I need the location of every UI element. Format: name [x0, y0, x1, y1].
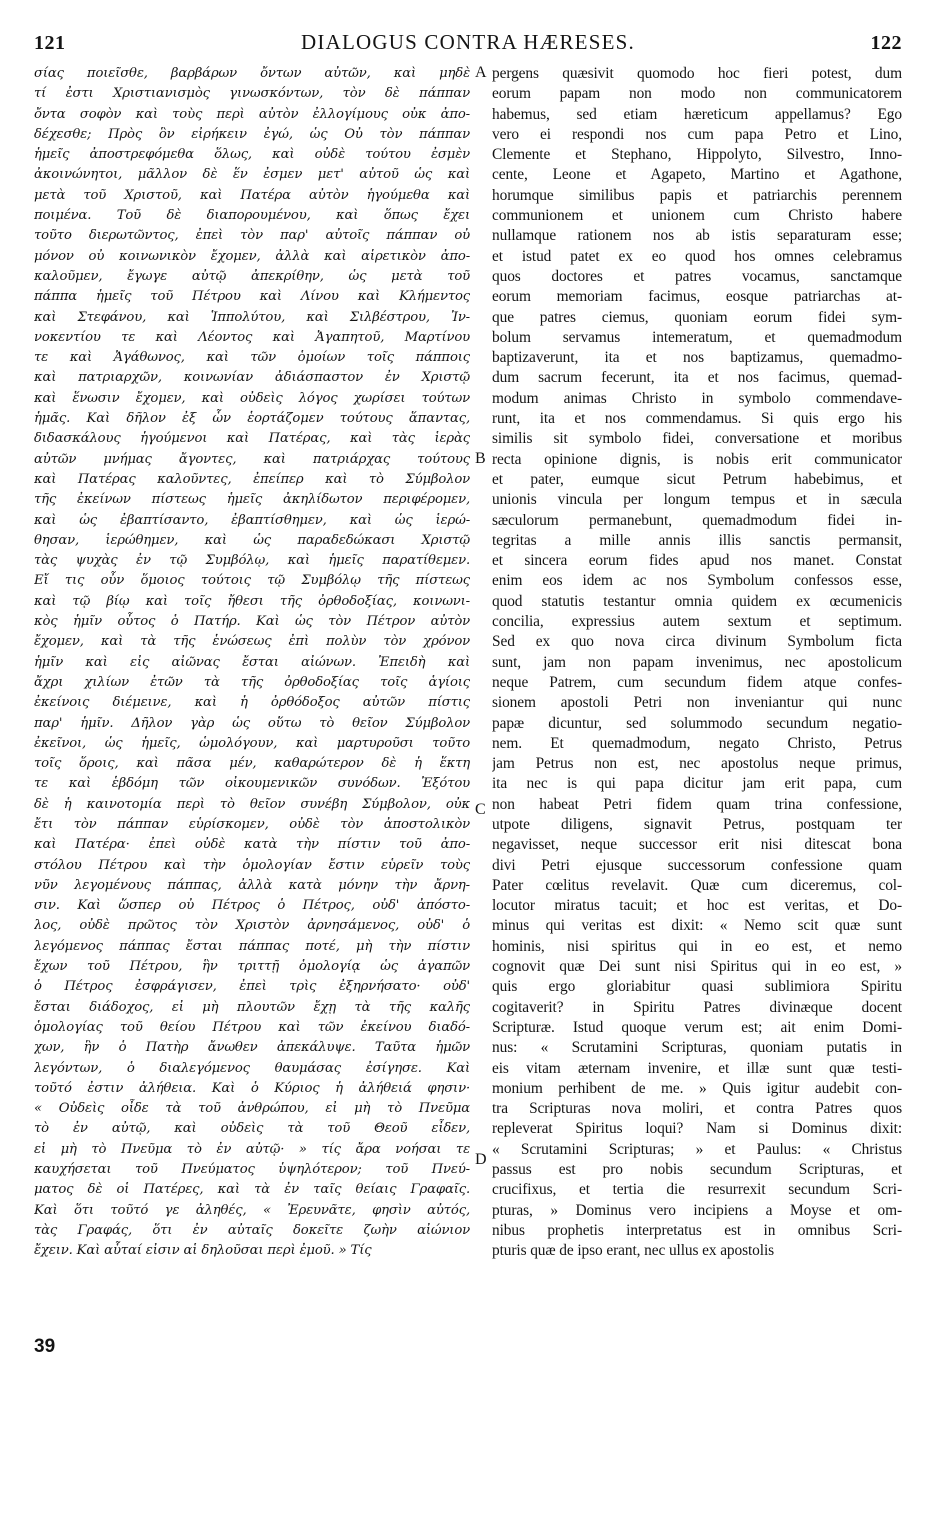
- greek-text-line: ἐκεῖνοι, ὡς ἡμεῖς, ὡμολόγουν, καὶ μαρτυροῦσι τοῦτο: [34, 735, 470, 751]
- greek-text-line: τί ἐστι Χριστιανισμὸς γινωσκόντων, τὸν δὲ πάππαν: [34, 86, 470, 102]
- latin-text-line: cogitaverit? in Spiritu Patres divinæque docent: [492, 998, 902, 1016]
- greek-text-line: καὶ ὡς ἐβαπτίσαντο, ἐβαπτίσθημεν, καὶ ὡς ἱερώ-: [34, 512, 470, 528]
- margin-letter-d: D: [475, 1151, 487, 1168]
- running-title: DIALOGUS CONTRA HÆRESES.: [301, 30, 635, 54]
- greek-text-line: καυχήσεται τοῦ Πνεύματος ὑψηλότερον; τοῦ Πνεύ-: [34, 1162, 470, 1178]
- latin-text-line: nullamque rationem nos ab istis separaturam esse;: [492, 227, 902, 245]
- greek-text-line: καὶ τῷ βίῳ καὶ τοῖς ἤθεσι τῆς ὀρθοδοξίας, κοινωνι-: [34, 593, 470, 609]
- margin-letter-b: B: [475, 450, 486, 467]
- latin-text-line: utpote diligens, signavit Petrus, postquam ter: [492, 815, 902, 833]
- latin-text-line: minus qui veritas est dixit: « Nemo scit quæ sunt: [492, 917, 902, 935]
- latin-text-line: pturas, » Dominus vero incipiens a Moyse et om-: [492, 1201, 902, 1219]
- latin-column: [492, 64, 902, 1262]
- latin-text-line: crucifixus, et tertia die resurrexit secundum Scri-: [492, 1181, 902, 1199]
- latin-text-line: recta opinione dignis, is nobis erit communicator: [492, 450, 902, 468]
- greek-text-line: τοῦτο διερωτῶντος, ἐπεὶ τὸν παρ' αὐτοῖς πάππαν οὐ: [34, 228, 470, 244]
- greek-text-line: δὲ ἡ καινοτομία περὶ τὸ θεῖον συνέβη Σύμβολον, οὐκ: [34, 796, 470, 812]
- greek-text-line: ὁ Πέτρος ἐσφράγισεν, ἐπεὶ τρὶς ἐξηρνήσατο· οὐδ': [34, 979, 470, 995]
- latin-text-line: dum sacrum fecerunt, ita et nos facimus, quemad-: [492, 369, 902, 387]
- greek-text-line: Εἴ τις οὖν ὅμοιος τούτοις τῷ Συμβόλῳ τῆς πίστεως: [34, 573, 470, 589]
- latin-text-line: et pater, eumque sicut Petrum habebimus, et: [492, 470, 902, 488]
- greek-text-line: λος, οὐδὲ πρῶτος τὸν Χριστὸν ἀρνησάμενος, οὐδ' ὁ: [34, 918, 470, 934]
- latin-text-line: communionem et unionem cum Christo habere: [492, 207, 902, 225]
- running-header: [34, 30, 902, 60]
- latin-text-line: non habeat Petri fidem quam trina confessione,: [492, 795, 902, 813]
- latin-text-line: sionem apostoli Petri non inveniantur qui nunc: [492, 694, 902, 712]
- greek-text-line: ἔσται διάδοχος, εἰ μὴ πλουτῶν ἔχῃ τὰ τῆς καλῆς: [34, 999, 470, 1015]
- latin-text-line: Sed ex quo nova circa divinum Symbolum ficta: [492, 633, 902, 651]
- latin-text-line: sunt, jam non papam invenimus, nec apostolicum: [492, 653, 902, 671]
- greek-text-line: ποιμένα. Τοῦ δὲ διαπορουμένου, καὶ ὅπως ἔχει: [34, 208, 470, 224]
- latin-text-line: Pater cœlitus revelavit. Quæ cum diceremus, col-: [492, 876, 902, 894]
- greek-text-line: τοῖς ὅροις, καὶ πᾶσα μέν, καθαρώτερον δὲ ἡ ἕκτη: [34, 756, 470, 772]
- greek-text-line: καὶ Στεφάνου, καὶ Ἱππολύτου, καὶ Σιλβέστρου, Ἰν-: [34, 309, 470, 325]
- greek-text-line: μόνον οὐ κοινωνικὸν ἔχομεν, ἀλλὰ καὶ αἱρετικὸν ἀπο-: [34, 248, 470, 264]
- greek-text-line: ἡμεῖς ἀποστρεφόμεθα ὅλως, καὶ οὐδὲ τούτου ἐσμὲν: [34, 147, 470, 163]
- greek-text-line: τε καὶ ἑβδόμη τῶν οἰκουμενικῶν συνόδων. Ἐξότου: [34, 776, 470, 792]
- greek-text-line: νοκεντίου τε καὶ Λέοντος καὶ Ἀγαπητοῦ, Μαρτίνου: [34, 329, 470, 345]
- page-number-right: 122: [870, 32, 902, 54]
- latin-text-line: jam Petrus non est, nec apostolus neque primus,: [492, 755, 902, 773]
- greek-text-line: ματος δὲ οἱ Πατέρες, καὶ τὰ ἐν ταῖς θείαις Γραφαῖς.: [34, 1182, 470, 1198]
- greek-text-line: ἔχομεν, καὶ τὰ τῆς ἑνώσεως ἐπὶ πολὺν τὸν χρόνον: [34, 634, 470, 650]
- greek-text-line: καὶ Πατέρας καλοῦντες, ἐπείπερ καὶ τὸ Σύμβολον: [34, 471, 470, 487]
- latin-text-line: papæ dicuntur, sed solummodo secundum negatio-: [492, 714, 902, 732]
- greek-text-line: τοῦτό ἐστιν ἀλήθεια. Καὶ ὁ Κύριος ἡ ἀλήθειά φησιν·: [34, 1080, 470, 1096]
- greek-text-line: τὰς Γραφάς, ὅτι ἐν αὐταῖς δοκεῖτε ζωὴν αἰώνιον: [34, 1222, 470, 1238]
- latin-text-line: neque Patrem, cum secundum fidem atque confes-: [492, 673, 902, 691]
- greek-text-line: αὐτῶν μνήμας ἄγοντες, καὶ πατριάρχας τούτους: [34, 451, 470, 467]
- greek-text-line: ὄντα σοφὸν καὶ τοὺς περὶ αὐτὸν ἐλλογίμους οὐκ ἀπο-: [34, 106, 470, 122]
- latin-text-line: nem. Et quemadmodum, negato Christo, Petrus: [492, 734, 902, 752]
- latin-text-line: baptizaverunt, ita et nos baptizamus, quemadmo-: [492, 349, 902, 367]
- greek-text-line: δέχεσθε; Πρὸς ὃν εἰρήκειν ἐγώ, ὡς Οὐ τὸν πάππαν: [34, 126, 470, 142]
- greek-text-line: ἔχων τοῦ Πέτρου, ἣν τριττῇ ὁμολογίᾳ ὡς ἀγαπῶν: [34, 959, 470, 975]
- latin-text-line: sæculorum permanebunt, quemadmodum fidei in-: [492, 511, 902, 529]
- greek-text-line: καὶ ἕνωσιν ἔχομεν, καὶ οὐδεὶς λόγος χωρίσει τούτων: [34, 390, 470, 406]
- latin-text-line: eis vitam æternam invenire, et illæ sunt quæ testi-: [492, 1059, 902, 1077]
- two-column-body: [34, 64, 902, 1262]
- latin-text-line: eorum papam non modo non communicatorem: [492, 85, 902, 103]
- latin-text-line: hominis, nisi spiritus qui in eo est, et nemo: [492, 937, 902, 955]
- greek-text-line: τὰς ψυχὰς ἐν τῷ Συμβόλῳ, καὶ ἡμεῖς παρατίθεμεν.: [34, 553, 470, 569]
- latin-text-line: modum animas Christo in symbolo commendave-: [492, 389, 902, 407]
- greek-text-line: καὶ πατριαρχῶν, κοινωνίαν ἀδιάσπαστον ἐν Χριστῷ: [34, 370, 470, 386]
- greek-text-line: χων, ἣν ὁ Πατὴρ ἄνωθεν ἀπεκάλυψε. Ταῦτα ἡμῶν: [34, 1040, 470, 1056]
- latin-text-line: Scripturæ. Istud quoque verum est; ait enim Domi-: [492, 1018, 902, 1036]
- greek-text-line: « Οὐδεὶς οἶδε τὰ τοῦ ἀνθρώπου, εἰ μὴ τὸ Πνεῦμα: [34, 1101, 470, 1117]
- greek-text-line: ἀκοινώνητοι, μᾶλλον δὲ ἕν ἐσμεν μετ' αὐτοῦ ὡς καὶ: [34, 167, 470, 183]
- signature-mark: 39: [34, 1336, 56, 1357]
- latin-text-line: nibus prophetis interpretatus est in omnibus Scri-: [492, 1221, 902, 1239]
- latin-text-line: ita nec is qui papa dicitur jam erit papa, cum: [492, 775, 902, 793]
- greek-text-line: στόλου Πέτρου καὶ τὴν ὁμολογίαν ἔστιν εὑρεῖν τοὺς: [34, 857, 470, 873]
- greek-text-line: καλοῦμεν, ἔγωγε αὐτῷ ἀπεκρίθην, ὡς μετὰ τοῦ: [34, 268, 470, 284]
- latin-text-line: enim eos idem ac nos Symbolum confessos esse,: [492, 572, 902, 590]
- margin-letter-c: C: [475, 801, 486, 818]
- greek-text-line: ἐκείνοις διέμεινε, καὶ ἡ ὀρθόδοξος αὐτῶν πίστις: [34, 695, 470, 711]
- latin-text-line: « Scrutamini Scripturas; » et Paulus: « Christus: [492, 1140, 902, 1158]
- latin-text-line: habemus, sed etiam hæreticum appellamus? Ego: [492, 105, 902, 123]
- greek-text-line: τὸ ἐν αὐτῷ, καὶ οὐδεὶς τὰ τοῦ Θεοῦ εἶδεν,: [34, 1121, 470, 1137]
- greek-column: [34, 64, 470, 1262]
- latin-text-line: negavisset, neque successor erit nisi ditescat bona: [492, 836, 902, 854]
- latin-text-line: runt, ita et nos commendamus. Si quis ergo his: [492, 410, 902, 428]
- greek-text-line: λεγόμενος πάππας ἔσται πάππας ποτέ, μὴ τὴν πίστιν: [34, 938, 470, 954]
- greek-text-line: σίας ποιεῖσθε, βαρβάρων ὄντων αὐτῶν, καὶ μηδὲ: [34, 66, 470, 81]
- latin-text-line: pturis quæ de ipso erant, nec ullus ex apostolis: [492, 1242, 775, 1260]
- greek-text-line: ἄχρι χιλίων ἐτῶν τὰ τῆς ὀρθοδοξίας τοῖς ἁγίοις: [34, 674, 470, 690]
- page-number-left: 121: [34, 32, 66, 54]
- greek-text-line: μετὰ τοῦ Χριστοῦ, καὶ Πατέρα αὐτὸν ἡγούμεθα καὶ: [34, 187, 470, 203]
- latin-text-line: cognovit quæ Dei sunt nisi Spiritus qui in eo est, »: [492, 958, 902, 976]
- greek-text-line: νῦν λεγομένους πάππας, ἀλλὰ κατὰ μόνην τὴν ἄρνη-: [34, 877, 470, 893]
- latin-text-line: locutor miratus tacuit; et hoc est veritas, et Do-: [492, 897, 902, 915]
- greek-text-line: ὁμολογίας τοῦ θείου Πέτρου καὶ τῶν ἐκείνου διαδό-: [34, 1019, 470, 1035]
- latin-text-line: quod statutis testantur omnia quidem ex œcumenicis: [492, 592, 902, 610]
- latin-text-line: pergens quæsivit quomodo hoc fieri potest, dum: [492, 65, 902, 82]
- latin-text-line: et istud patet ex eo quod hos omnes celebramus: [492, 247, 902, 265]
- latin-text-line: tra Scripturas nova moliri, et contra Patres quos: [492, 1100, 902, 1118]
- latin-text-line: passus est pro nobis secundum Scripturas, et: [492, 1161, 902, 1179]
- greek-text-line: τῆς ἐκείνων πίστεως ἡμεῖς ἀκηλίδωτον περιφέρομεν,: [34, 492, 470, 508]
- greek-text-line: λεγόντων, ὁ διαλεγόμενος θαυμάσας ἐσίγησε. Καὶ: [34, 1060, 470, 1076]
- greek-text-line: Καὶ ὅτι τοῦτό γε ἀληθές, « Ἐρευνᾶτε, φησὶν αὐτός,: [34, 1202, 470, 1218]
- greek-text-line: πάππα ἡμεῖς τοῦ Πέτρου καὶ Λίνου καὶ Κλήμεντος: [34, 289, 470, 305]
- latin-text-line: concilia, expressius autem sextum et septimum.: [492, 613, 902, 631]
- greek-text-line: ἔτι τὸν πάππαν εὑρίσκομεν, οὐδὲ τὸν ἀποστολικὸν: [34, 816, 470, 832]
- latin-text-line: et sincera eorum fides apud nos manet. Constat: [492, 552, 902, 570]
- greek-text-line: ἡμᾶς. Καὶ δῆλον ἐξ ὧν ἑορτάζομεν τούτους ἅπαντας,: [34, 411, 470, 427]
- latin-text-line: cente, Leone et Agapeto, Martino et Agathone,: [492, 166, 902, 184]
- greek-text-line: παρ' ἡμῖν. Δῆλον γὰρ ὡς οὕτω τὸ θεῖον Σύμβολον: [34, 715, 470, 731]
- greek-text-line: τε καὶ Ἀγάθωνος, καὶ τῶν ὁμοίων τοῖς πάπποις: [34, 350, 470, 366]
- greek-text-line: θησαν, ἱερώθημεν, καὶ ὡς παραδεδώκασι Χριστῷ: [34, 532, 470, 548]
- latin-text-line: similis sit symbolo fidei, conversatione et moribus: [492, 430, 902, 448]
- latin-text-line: divi Petri ejusque successorum confessione quam: [492, 856, 902, 874]
- greek-text-line: σιν. Καὶ ὥσπερ οὐ Πέτρος ὁ Πέτρος, οὐδ' ἀπόστο-: [34, 898, 470, 914]
- latin-text-line: repleverat Spiritus loqui? Nam si Dominus dixit:: [492, 1120, 902, 1138]
- latin-text-line: quos doctores et patres vocamus, sanctamque: [492, 267, 902, 285]
- greek-text-line: διδασκάλους ἡγούμενοι καὶ Πατέρας, καὶ τὰς ἱερὰς: [34, 431, 470, 447]
- greek-text-line: ἡμῖν καὶ εἰς αἰῶνας ἔσται αἰώνων. Ἐπειδὴ καὶ: [34, 654, 470, 670]
- latin-text-line: unionis vincula per longum tempus et in sæcula: [492, 491, 902, 509]
- greek-text-line: ἔχειν. Καὶ αὗταί εἰσιν αἱ δηλοῦσαι περὶ ἐμοῦ. » Τίς: [34, 1243, 372, 1259]
- latin-text-line: Clemente et Stephano, Hippolyto, Silvestro, Inno-: [492, 146, 902, 164]
- greek-text-line: κὸς ἡμῖν οὗτος ὁ Πατήρ. Καὶ ὡς τὸν Πέτρον αὐτὸν: [34, 614, 470, 630]
- latin-text-line: tegritas a mille annis illis sanctis permansit,: [492, 531, 902, 549]
- latin-text-line: horumque similibus papis et patriarchis perennem: [492, 186, 902, 204]
- latin-text-line: quis ergo gloriabitur quasi sublimiora Spiritu: [492, 978, 902, 996]
- latin-text-line: que patres ciemus, quoniam eorum fidei sym-: [492, 308, 902, 326]
- latin-text-line: eorum memoriam facimus, eosque patriarchas at-: [492, 288, 902, 306]
- latin-text-line: nus: « Scrutamini Scripturas, quoniam putatis in: [492, 1039, 902, 1057]
- latin-text-line: vero ei respondi nos cum papa Petro et Lino,: [492, 125, 902, 143]
- margin-letters: [470, 64, 492, 1262]
- latin-text-line: bolum servamus intemeratum, et quemadmodum: [492, 328, 902, 346]
- margin-letter-a: A: [475, 64, 487, 81]
- greek-text-line: καὶ Πατέρα· ἐπεὶ οὐδὲ κατὰ τὴν πίστιν τοῦ ἀπο-: [34, 837, 470, 853]
- greek-text-line: εἰ μὴ τὸ Πνεῦμα τὸ ἐν αὐτῷ· » τίς ἄρα νοήσαι τε: [34, 1141, 470, 1157]
- latin-text-line: monium perhibent de me. » Quis igitur audebit con-: [492, 1079, 902, 1097]
